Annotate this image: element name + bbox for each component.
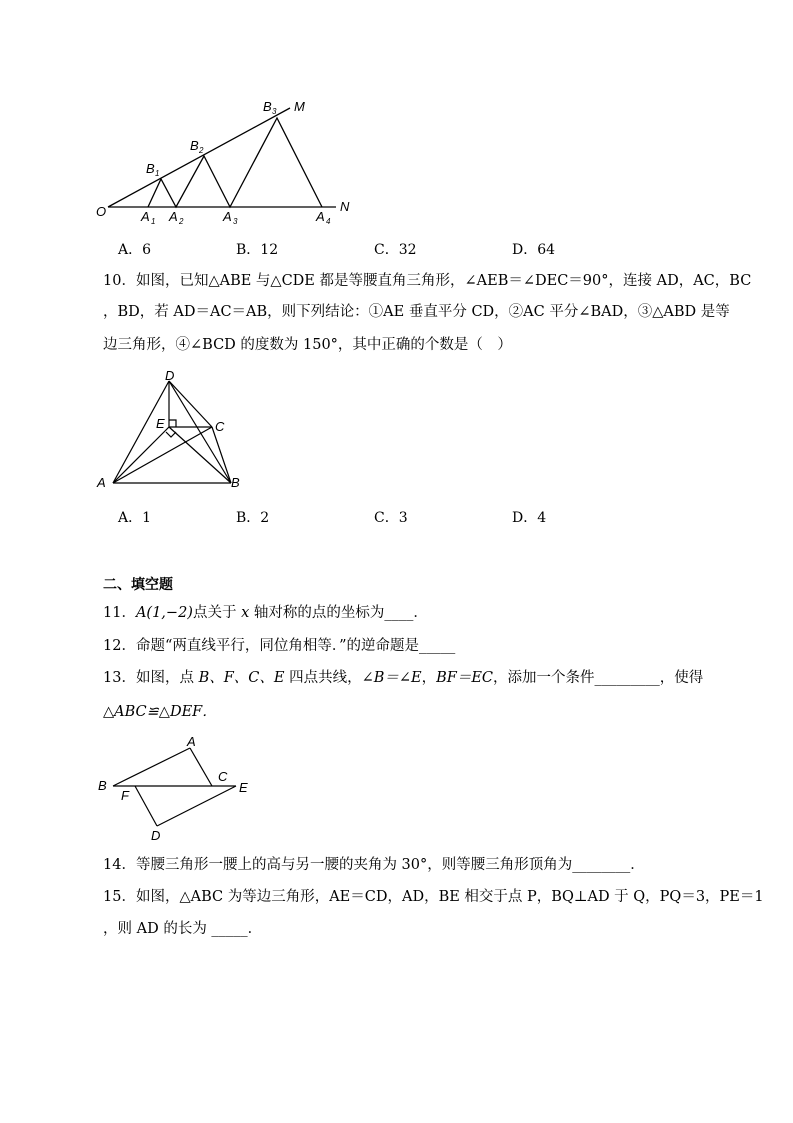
label-B3-sub: 3 (272, 107, 277, 116)
q13-seg-b: B、F、C、E (198, 670, 285, 686)
q13-label-D: D (151, 828, 161, 843)
label-A2: A (169, 209, 178, 224)
q13-seg-g: ，添加一个条件_________，使得 (493, 670, 704, 686)
label-B2-sub: 2 (199, 146, 204, 155)
q12-text: 12．命题“两直线平行，同位角相等．”的逆命题是_____ (103, 638, 456, 654)
q11-text-a: 点关于 (192, 605, 237, 621)
label-A3: A (223, 209, 232, 224)
q11-point: A(1,−2) (135, 605, 193, 621)
label-A1-sub: 1 (151, 217, 156, 226)
q9-option-d[interactable]: D．64 (512, 242, 556, 258)
label-B1: B (146, 161, 155, 176)
label-O: O (96, 204, 107, 219)
q13-seg-f: BF＝EC (436, 670, 494, 686)
q9-option-b[interactable]: B．12 (236, 242, 279, 258)
q13-label-A: A (187, 734, 196, 749)
label-B1-sub: 1 (155, 169, 160, 178)
q10-text-line2: ，BD，若 AD＝AC＝AB，则下列结论：①AE 垂直平分 CD，②AC 平分∠BAD，③△ABD 是等 (103, 304, 730, 320)
q13-seg-c: 四点共线， (289, 670, 362, 686)
q10-text-line1: 10．如图，已知△ABE 与△CDE 都是等腰直角三角形，∠AEB＝∠DEC＝90°，连接 AD，AC，BC (103, 273, 752, 289)
q9-option-c[interactable]: C．32 (374, 242, 417, 258)
label-M: M (294, 99, 305, 114)
label-A4: A (316, 209, 325, 224)
q9-option-a[interactable]: A．6 (118, 242, 152, 258)
q13-seg-d: ∠B＝∠E (361, 670, 422, 686)
label-N: N (340, 199, 350, 214)
q13-label-B: B (98, 778, 107, 793)
label-A4-sub: 4 (326, 217, 331, 226)
q14-text: 14．等腰三角形一腰上的高与另一腰的夹角为 30°，则等腰三角形顶角为________． (103, 857, 645, 873)
label-B3: B (263, 99, 272, 114)
q10-label-C: C (215, 419, 225, 434)
q10-label-E: E (156, 416, 165, 431)
label-A3-sub: 3 (233, 217, 238, 226)
label-B2: B (190, 138, 199, 153)
q13-label-C: C (218, 769, 228, 784)
q15-text-line2: ，则 AD 的长为 _____． (103, 921, 263, 937)
q10-label-A: A (97, 475, 106, 490)
q10-label-B: B (231, 475, 240, 490)
q10-text-line3: 边三角形，④∠BCD 的度数为 150°，其中正确的个数是（ ） (103, 337, 512, 353)
q13-label-E: E (239, 780, 248, 795)
q13-label-F: F (121, 788, 129, 803)
q15-text-line1: 15．如图，△ABC 为等边三角形，AE＝CD，AD，BE 相交于点 P，BQ⊥AD 于 Q，PQ＝3，PE＝1 (103, 889, 764, 905)
q11-number: 11． (103, 605, 136, 621)
q10-option-a[interactable]: A．1 (118, 510, 152, 526)
q13-seg-e: ， (421, 670, 437, 686)
q10-label-D: D (165, 368, 175, 383)
q10-option-b[interactable]: B．2 (236, 510, 270, 526)
q11-text-b: 轴对称的点的坐标为____． (253, 605, 428, 621)
q10-option-c[interactable]: C．3 (374, 510, 408, 526)
q13-seg-a: 13．如图，点 (103, 670, 194, 686)
q13-congruence: △ABC≌△DEF． (103, 704, 217, 720)
section-heading-fill-in: 二、填空题 (103, 577, 173, 593)
q11-axis: x (241, 605, 250, 621)
label-A2-sub: 2 (179, 217, 184, 226)
q10-option-d[interactable]: D．4 (512, 510, 547, 526)
label-A1: A (141, 209, 150, 224)
